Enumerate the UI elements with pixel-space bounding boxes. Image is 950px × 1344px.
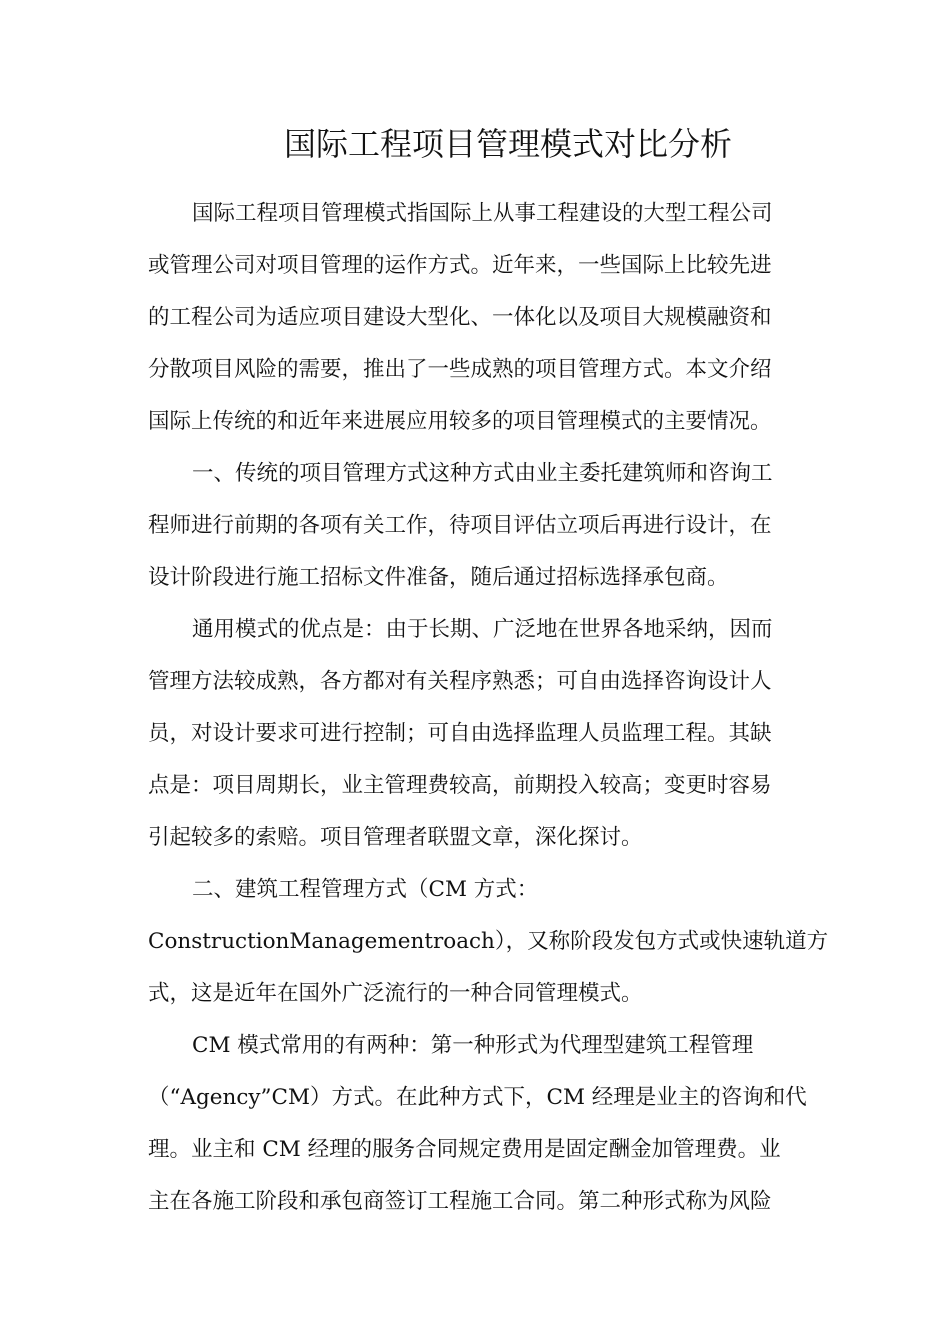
paragraph-line: 二、建筑工程管理方式（CM 方式： [192,877,539,902]
paragraph-line: 式，这是近年在国外广泛流行的一种合同管理模式。 [148,981,643,1006]
paragraph-line: 员，对设计要求可进行控制；可自由选择监理人员监理工程。其缺 [148,721,772,746]
paragraph-line: （“Agency”CM）方式。在此种方式下，CM 经理是业主的咨询和代 [148,1085,807,1110]
paragraph-line: 国际上传统的和近年来进展应用较多的项目管理模式的主要情况。 [148,409,772,434]
paragraph-line: CM 模式常用的有两种：第一种形式为代理型建筑工程管理 [192,1033,754,1058]
paragraph-line: 一、传统的项目管理方式这种方式由业主委托建筑师和咨询工 [192,461,773,486]
document-title: 国际工程项目管理模式对比分析 [283,125,732,163]
paragraph-line: 程师进行前期的各项有关工作，待项目评估立项后再进行设计，在 [148,513,772,538]
paragraph-line: 或管理公司对项目管理的运作方式。近年来，一些国际上比较先进 [148,253,772,278]
paragraph-line: 引起较多的索赔。项目管理者联盟文章，深化探讨。 [148,825,643,850]
document-body [148,188,829,1228]
paragraph-line: 通用模式的优点是：由于长期、广泛地在世界各地采纳，因而 [192,617,773,642]
paragraph-line: 分散项目风险的需要，推出了一些成熟的项目管理方式。本文介绍 [148,357,772,382]
paragraph-line: 设计阶段进行施工招标文件准备，随后通过招标选择承包商。 [148,565,729,590]
paragraph-line: 点是：项目周期长，业主管理费较高，前期投入较高；变更时容易 [148,773,772,798]
paragraph-line: 国际工程项目管理模式指国际上从事工程建设的大型工程公司 [192,201,773,226]
paragraph-line: 的工程公司为适应项目建设大型化、一体化以及项目大规模融资和 [148,305,772,330]
paragraph-line: ConstructionManagementroach），又称阶段发包方式或快速轨道方 [148,929,829,954]
paragraph-line: 主在各施工阶段和承包商签订工程施工合同。第二种形式称为风险 [148,1189,772,1214]
paragraph-line: 管理方法较成熟，各方都对有关程序熟悉；可自由选择咨询设计人 [148,669,772,694]
paragraph-line: 理。业主和 CM 经理的服务合同规定费用是固定酬金加管理费。业 [148,1137,781,1162]
